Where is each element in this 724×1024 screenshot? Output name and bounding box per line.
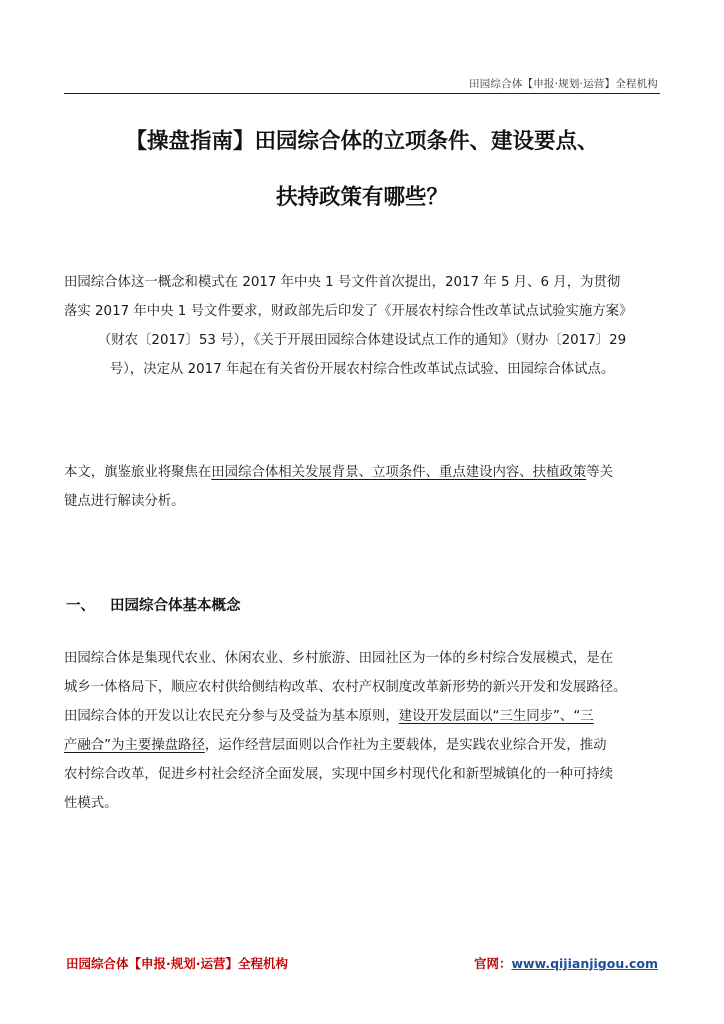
body-line: 农村综合改革，促进乡村社会经济全面发展，实现中国乡村现代化和新型城镇化的一种可持续: [64, 767, 614, 782]
body-underlined-text: 建设开发层面以“三生同步”、“三: [398, 709, 594, 724]
footer-org-text: 田园综合体【申报·规划·运营】全程机构: [66, 956, 288, 971]
body-text: ，运作经营层面则以合作社为主要载体，是实践农业综合开发，推动: [204, 738, 607, 753]
page-title-line-1: 【操盘指南】田园综合体的立项条件、建设要点、: [125, 129, 599, 154]
body-line: 性模式。: [64, 796, 118, 811]
footer-site: [474, 954, 658, 972]
section-body: [64, 644, 660, 818]
scope-paragraph: [64, 458, 660, 516]
body-text: 田园综合体的开发以让农民充分参与及受益为基本原则，: [64, 709, 399, 724]
footer-site-label: 官网：: [473, 956, 512, 971]
intro-line: 落实 2017 年中央 1 号文件要求，财政部先后印发了《开展农村综合性改革试点试验实施方案》: [64, 304, 633, 319]
section-heading: [66, 594, 241, 615]
intro-line: （财农〔2017〕53 号），《关于开展田园综合体建设试点工作的通知》（财办〔2017〕29: [97, 333, 627, 348]
intro-line: 田园综合体这一概念和模式在 2017 年中央 1 号文件首次提出，2017 年 5 月、6 月，为贯彻: [64, 275, 621, 290]
page-title-line-2: 扶持政策有哪些？: [275, 185, 448, 210]
body-underlined-text: 产融合”为主要操盘路径: [64, 738, 205, 753]
section-title: 田园综合体基本概念: [110, 598, 241, 614]
header-org-text: 田园综合体【申报·规划·运营】全程机构: [469, 78, 658, 90]
scope-text: 等关: [586, 465, 614, 480]
intro-paragraph: [64, 268, 660, 384]
scope-underlined-text: 田园综合体相关发展背景、立项条件、重点建设内容、扶植政策: [211, 465, 587, 480]
body-line: 城乡一体格局下，顺应农村供给侧结构改革、农村产权制度改革新形势的新兴开发和发展路径。: [64, 680, 627, 695]
intro-line: 号），决定从 2017 年起在有关省份开展农村综合性改革试点试验、田园综合体试点。: [109, 362, 615, 377]
scope-text: 本文，旗鉴旅业将聚焦在: [64, 465, 212, 480]
body-line: 田园综合体是集现代农业、休闲农业、乡村旅游、田园社区为一体的乡村综合发展模式，是在: [64, 651, 614, 666]
footer-site-link[interactable]: www.qijianjigou.com: [511, 956, 658, 971]
scope-text: 键点进行解读分析。: [64, 494, 185, 509]
header-divider: [64, 93, 660, 94]
section-number: 一、: [66, 598, 95, 614]
